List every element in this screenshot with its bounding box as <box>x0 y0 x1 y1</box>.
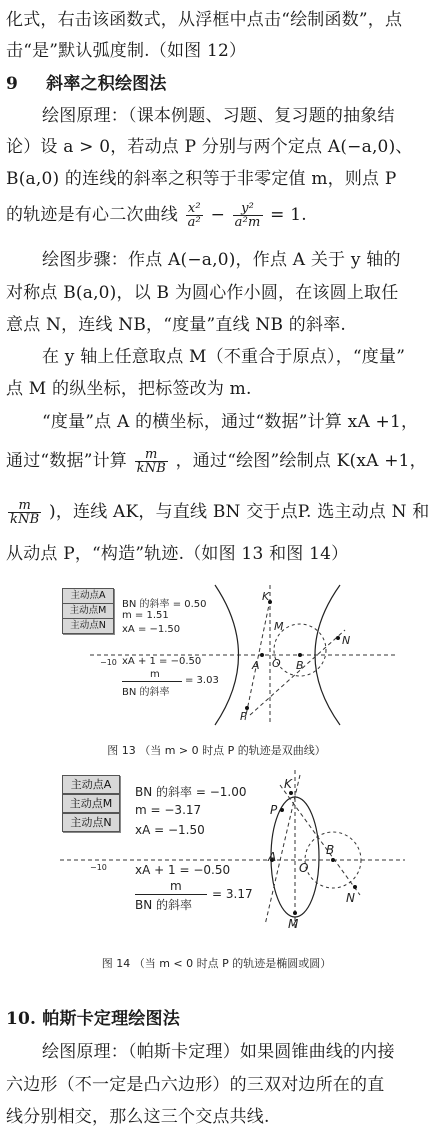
ratio-value: = 3.03 <box>185 675 219 686</box>
fraction <box>186 202 203 229</box>
point-label-p: P <box>240 710 247 723</box>
measure-m: m = 1.51 <box>122 610 169 621</box>
point-label-p: P <box>270 803 278 817</box>
figure-14 <box>0 765 433 975</box>
text-line: “度量”点 A 的横坐标，通过“数据”计算 xA +1， <box>42 412 419 432</box>
button-active-point-n[interactable]: 主动点N <box>62 813 120 832</box>
point-label-b: B <box>326 843 335 857</box>
text-line: 化式，右击该函数式，从浮框中点击“绘制函数”，点 <box>6 10 403 30</box>
point-label-a: A <box>252 659 260 672</box>
text-line <box>0 499 433 526</box>
text-line: B(a,0) 的连线的斜率之积等于非零定值 m，则点 P <box>6 169 397 189</box>
button-active-point-n[interactable]: 主动点N <box>62 618 114 634</box>
point-label-b: B <box>296 659 304 672</box>
denominator: kNB <box>136 461 166 476</box>
text-span: 的轨迹是有心二次曲线 <box>6 205 178 225</box>
measure-xa: xA = −1.50 <box>135 823 205 837</box>
section-heading-9 <box>0 72 433 96</box>
ratio-denominator: BN 的斜率 <box>135 898 193 912</box>
ratio-value: = 3.17 <box>212 887 253 901</box>
axis-tick: −10 <box>90 863 107 872</box>
text-span: 通过“数据”计算 <box>6 451 127 471</box>
numerator: m <box>8 499 41 513</box>
measure-xa-plus-1: xA + 1 = −0.50 <box>135 863 231 877</box>
text-line: 在 y 轴上任意取点 M（不重合于原点），“度量” <box>42 347 406 367</box>
point-label-n: N <box>346 891 355 905</box>
button-active-point-m[interactable]: 主动点M <box>62 794 120 813</box>
numerator: y² <box>233 202 263 216</box>
figure-14-caption: 图 14 （当 m < 0 时点 P 的轨迹是椭圆或圆） <box>101 957 332 970</box>
denominator: kNB <box>10 512 40 527</box>
measure-m: m = −3.17 <box>135 803 202 817</box>
text-line: 绘图原理：（课本例题、习题、复习题的抽象结 <box>42 106 395 126</box>
fraction <box>8 499 41 526</box>
button-active-point-a[interactable]: 主动点A <box>62 775 120 794</box>
text-line: 意点 N，连线 NB，“度量”直线 NB 的斜率. <box>6 315 347 335</box>
denominator: a² <box>187 215 201 230</box>
equation-line <box>0 202 433 229</box>
text-line: 线分别相交，那么这三个交点共线. <box>6 1107 270 1127</box>
section-heading-10: 10. 帕斯卡定理绘图法 <box>6 1009 180 1029</box>
text-line: 从动点 P，“构造”轨迹.（如图 13 和图 14） <box>6 544 349 564</box>
measure-xa: xA = −1.50 <box>122 624 181 635</box>
point-label-o: O <box>299 861 309 875</box>
minus-sign: − <box>210 205 226 225</box>
figure-13-caption: 图 13 （当 m > 0 时点 P 的轨迹是双曲线） <box>107 744 326 757</box>
ratio-numerator: m <box>170 879 182 893</box>
ratio-numerator: m <box>150 669 160 680</box>
fraction <box>233 202 263 229</box>
section-number: 9 <box>6 74 19 94</box>
point-label-m: M <box>288 917 299 931</box>
point-label-o: O <box>272 657 281 670</box>
numerator: x² <box>186 202 203 216</box>
text-line: 击“是”默认弧度制.（如图 12） <box>6 41 247 61</box>
text-span: )，连线 AK，与直线 BN 交于点P. 选主动点 N 和 <box>49 502 430 522</box>
ratio-denominator: BN 的斜率 <box>122 687 170 698</box>
text-line: 点 M 的纵坐标，把标签改为 m. <box>6 379 252 399</box>
text-line: 六边形（不一定是凸六边形）的三双对边所在的直 <box>6 1075 385 1095</box>
text-line: 绘图原理：（帕斯卡定理）如果圆锥曲线的内接 <box>42 1042 395 1062</box>
point-label-k: K <box>284 777 292 791</box>
measure-bn-slope: BN 的斜率 = 0.50 <box>122 599 207 610</box>
button-active-point-m[interactable]: 主动点M <box>62 603 114 619</box>
point-label-a: A <box>268 850 277 864</box>
text-line: 绘图步骤：作点 A(−a,0)，作点 A 关于 y 轴的 <box>42 250 401 270</box>
measure-bn-slope: BN 的斜率 = −1.00 <box>135 785 247 799</box>
text-line: 论）设 a > 0，若动点 P 分别与两个定点 A(−a,0)、 <box>6 137 413 157</box>
fraction <box>135 448 168 475</box>
text-span: ，通过“绘图”绘制点 K(xA +1， <box>175 451 427 471</box>
measure-xa-plus-1: xA + 1 = −0.50 <box>122 656 202 667</box>
text-line <box>0 448 433 475</box>
figure-13 <box>0 580 433 760</box>
text-span: = 1. <box>270 205 307 225</box>
point-label-n: N <box>342 634 351 647</box>
section-title: 斜率之积绘图法 <box>46 74 167 94</box>
point-label-k: K <box>262 590 270 603</box>
text-line: 对称点 B(a,0)，以 B 为圆心作小圆，在该圆上取任 <box>6 283 399 303</box>
denominator: a²m <box>234 215 261 230</box>
axis-tick: −10 <box>100 658 117 667</box>
numerator: m <box>135 448 168 462</box>
point-label-m: M <box>274 620 284 633</box>
button-active-point-a[interactable]: 主动点A <box>62 588 114 604</box>
